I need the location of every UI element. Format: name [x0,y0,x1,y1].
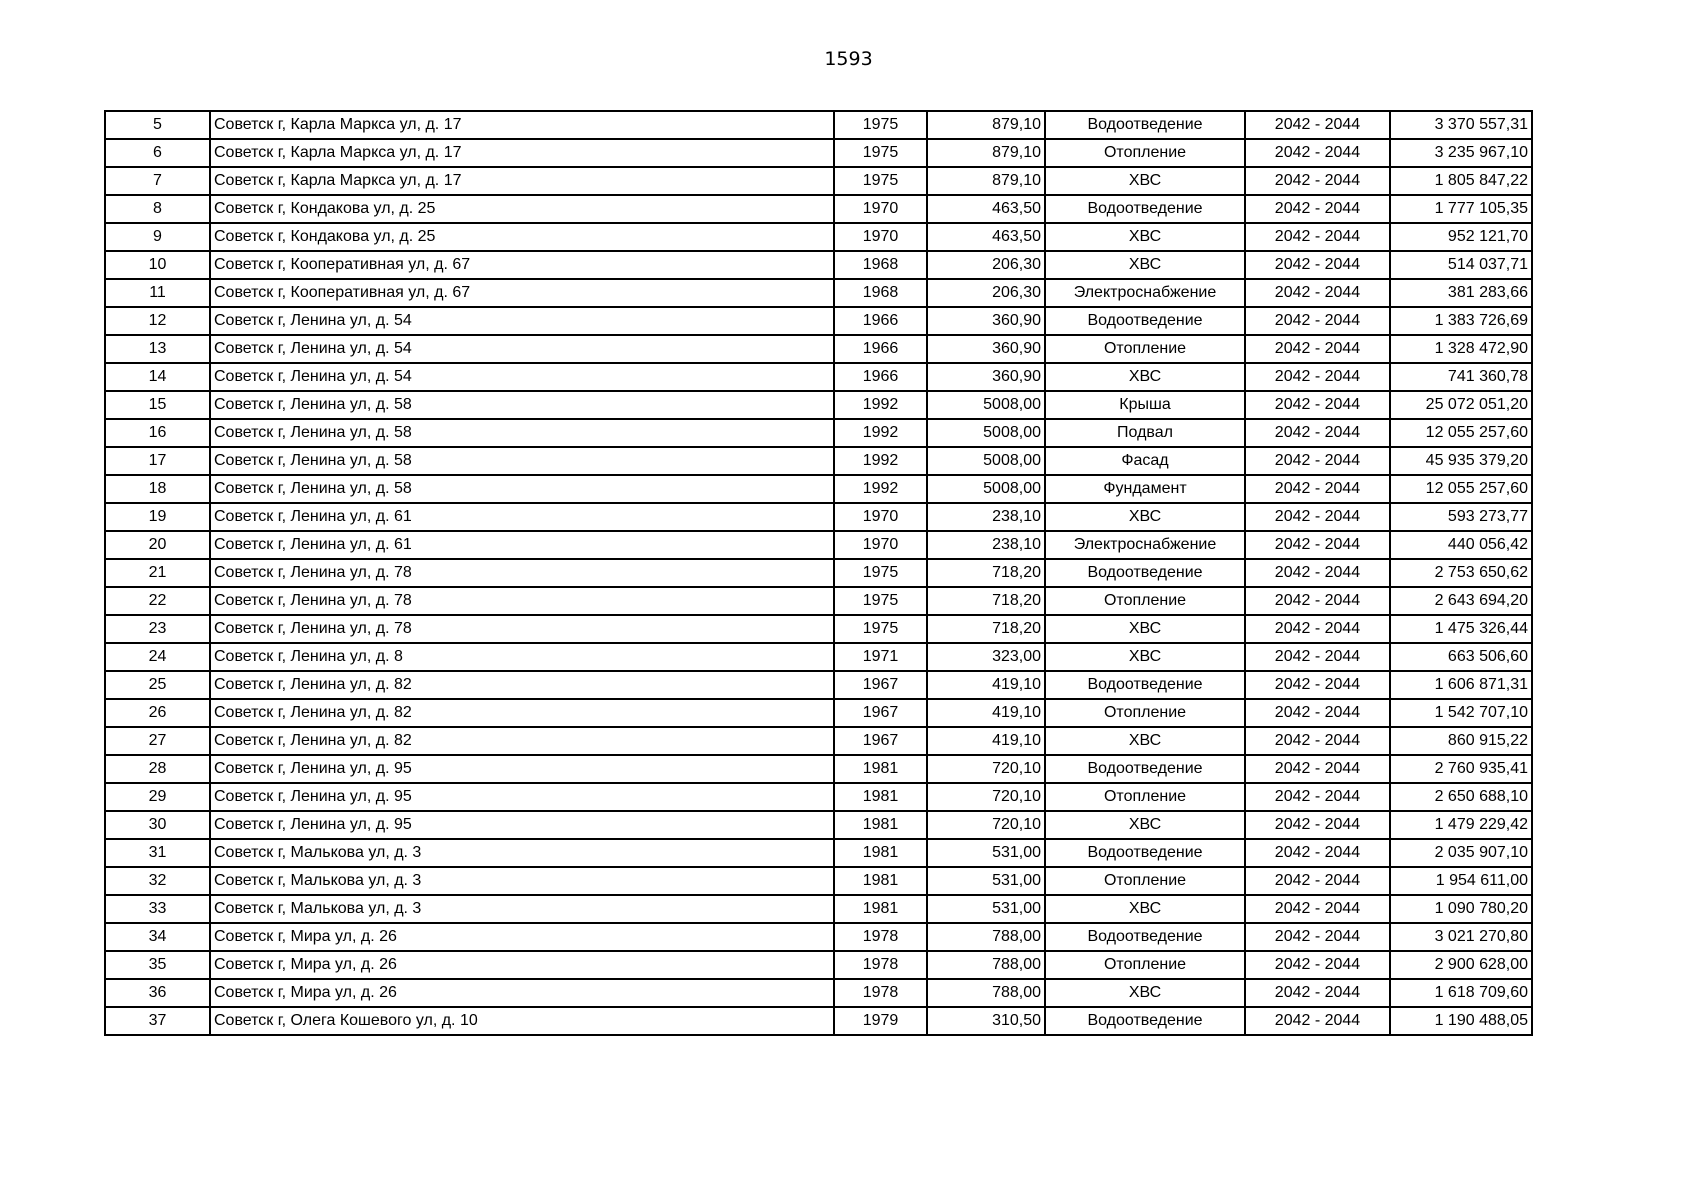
work-type-cell: ХВС [1045,167,1245,195]
area-cell: 720,10 [927,755,1045,783]
work-type-cell: Фасад [1045,447,1245,475]
address-cell: Советск г, Ленина ул, д. 78 [210,559,834,587]
table-row [105,615,1532,643]
area-cell: 238,10 [927,503,1045,531]
cost-cell: 663 506,60 [1390,643,1532,671]
address-cell: Советск г, Ленина ул, д. 61 [210,531,834,559]
cost-cell: 1 190 488,05 [1390,1007,1532,1035]
address-cell: Советск г, Мира ул, д. 26 [210,979,834,1007]
work-type-cell: Водоотведение [1045,111,1245,139]
period-cell: 2042 - 2044 [1245,559,1390,587]
year-built-cell: 1967 [834,727,927,755]
year-built-cell: 1981 [834,755,927,783]
table-row [105,167,1532,195]
cost-cell: 1 542 707,10 [1390,699,1532,727]
period-cell: 2042 - 2044 [1245,447,1390,475]
table-row [105,1007,1532,1035]
cost-cell: 12 055 257,60 [1390,419,1532,447]
address-cell: Советск г, Ленина ул, д. 58 [210,447,834,475]
cost-cell: 593 273,77 [1390,503,1532,531]
area-cell: 360,90 [927,335,1045,363]
table-row [105,195,1532,223]
year-built-cell: 1975 [834,139,927,167]
cost-cell: 1 618 709,60 [1390,979,1532,1007]
row-number-cell: 30 [105,811,210,839]
table-body [105,111,1532,1035]
year-built-cell: 1992 [834,447,927,475]
row-number-cell: 11 [105,279,210,307]
table-row [105,671,1532,699]
year-built-cell: 1975 [834,587,927,615]
address-cell: Советск г, Кооперативная ул, д. 67 [210,279,834,307]
address-cell: Советск г, Мира ул, д. 26 [210,923,834,951]
address-cell: Советск г, Ленина ул, д. 95 [210,755,834,783]
year-built-cell: 1970 [834,503,927,531]
cost-cell: 1 954 611,00 [1390,867,1532,895]
work-type-cell: Отопление [1045,587,1245,615]
period-cell: 2042 - 2044 [1245,335,1390,363]
cost-cell: 3 021 270,80 [1390,923,1532,951]
period-cell: 2042 - 2044 [1245,895,1390,923]
period-cell: 2042 - 2044 [1245,391,1390,419]
work-type-cell: Водоотведение [1045,923,1245,951]
table-row [105,363,1532,391]
address-cell: Советск г, Малькова ул, д. 3 [210,895,834,923]
cost-cell: 1 090 780,20 [1390,895,1532,923]
address-cell: Советск г, Ленина ул, д. 61 [210,503,834,531]
row-number-cell: 24 [105,643,210,671]
work-type-cell: Отопление [1045,951,1245,979]
work-type-cell: ХВС [1045,979,1245,1007]
area-cell: 419,10 [927,699,1045,727]
address-cell: Советск г, Кондакова ул, д. 25 [210,195,834,223]
address-cell: Советск г, Ленина ул, д. 8 [210,643,834,671]
table-row [105,503,1532,531]
row-number-cell: 33 [105,895,210,923]
period-cell: 2042 - 2044 [1245,839,1390,867]
work-type-cell: ХВС [1045,251,1245,279]
area-cell: 531,00 [927,895,1045,923]
table-row [105,811,1532,839]
row-number-cell: 19 [105,503,210,531]
period-cell: 2042 - 2044 [1245,643,1390,671]
area-cell: 718,20 [927,587,1045,615]
work-type-cell: Крыша [1045,391,1245,419]
table-row [105,727,1532,755]
period-cell: 2042 - 2044 [1245,279,1390,307]
table-row [105,531,1532,559]
table-row [105,559,1532,587]
period-cell: 2042 - 2044 [1245,475,1390,503]
period-cell: 2042 - 2044 [1245,923,1390,951]
area-cell: 5008,00 [927,475,1045,503]
area-cell: 419,10 [927,671,1045,699]
row-number-cell: 7 [105,167,210,195]
address-cell: Советск г, Ленина ул, д. 78 [210,587,834,615]
row-number-cell: 36 [105,979,210,1007]
row-number-cell: 15 [105,391,210,419]
period-cell: 2042 - 2044 [1245,951,1390,979]
period-cell: 2042 - 2044 [1245,531,1390,559]
work-type-cell: ХВС [1045,223,1245,251]
year-built-cell: 1981 [834,839,927,867]
row-number-cell: 9 [105,223,210,251]
cost-cell: 25 072 051,20 [1390,391,1532,419]
period-cell: 2042 - 2044 [1245,167,1390,195]
area-cell: 718,20 [927,615,1045,643]
area-cell: 531,00 [927,839,1045,867]
cost-cell: 1 805 847,22 [1390,167,1532,195]
address-cell: Советск г, Ленина ул, д. 95 [210,783,834,811]
period-cell: 2042 - 2044 [1245,671,1390,699]
work-type-cell: Электроснабжение [1045,279,1245,307]
area-cell: 310,50 [927,1007,1045,1035]
period-cell: 2042 - 2044 [1245,699,1390,727]
year-built-cell: 1966 [834,307,927,335]
year-built-cell: 1971 [834,643,927,671]
period-cell: 2042 - 2044 [1245,867,1390,895]
cost-cell: 1 383 726,69 [1390,307,1532,335]
table-row [105,839,1532,867]
row-number-cell: 6 [105,139,210,167]
address-cell: Советск г, Ленина ул, д. 82 [210,727,834,755]
work-type-cell: Водоотведение [1045,671,1245,699]
area-cell: 419,10 [927,727,1045,755]
work-type-cell: Водоотведение [1045,755,1245,783]
period-cell: 2042 - 2044 [1245,251,1390,279]
period-cell: 2042 - 2044 [1245,111,1390,139]
cost-cell: 2 753 650,62 [1390,559,1532,587]
area-cell: 5008,00 [927,391,1045,419]
table-row [105,867,1532,895]
table-row [105,699,1532,727]
table-row [105,447,1532,475]
address-cell: Советск г, Ленина ул, д. 54 [210,307,834,335]
year-built-cell: 1975 [834,615,927,643]
row-number-cell: 20 [105,531,210,559]
year-built-cell: 1992 [834,391,927,419]
table-row [105,979,1532,1007]
area-cell: 206,30 [927,279,1045,307]
cost-cell: 1 777 105,35 [1390,195,1532,223]
row-number-cell: 34 [105,923,210,951]
work-type-cell: Фундамент [1045,475,1245,503]
row-number-cell: 27 [105,727,210,755]
work-type-cell: Электроснабжение [1045,531,1245,559]
cost-cell: 2 035 907,10 [1390,839,1532,867]
period-cell: 2042 - 2044 [1245,1007,1390,1035]
year-built-cell: 1992 [834,475,927,503]
address-cell: Советск г, Малькова ул, д. 3 [210,867,834,895]
address-cell: Советск г, Ленина ул, д. 82 [210,699,834,727]
year-built-cell: 1970 [834,223,927,251]
year-built-cell: 1975 [834,167,927,195]
table-row [105,783,1532,811]
row-number-cell: 35 [105,951,210,979]
area-cell: 360,90 [927,307,1045,335]
cost-cell: 2 650 688,10 [1390,783,1532,811]
year-built-cell: 1975 [834,111,927,139]
cost-cell: 3 235 967,10 [1390,139,1532,167]
row-number-cell: 28 [105,755,210,783]
work-type-cell: ХВС [1045,811,1245,839]
row-number-cell: 21 [105,559,210,587]
table-row [105,419,1532,447]
row-number-cell: 8 [105,195,210,223]
cost-cell: 2 760 935,41 [1390,755,1532,783]
work-type-cell: ХВС [1045,727,1245,755]
area-cell: 5008,00 [927,447,1045,475]
address-cell: Советск г, Ленина ул, д. 58 [210,475,834,503]
year-built-cell: 1981 [834,895,927,923]
row-number-cell: 31 [105,839,210,867]
area-cell: 5008,00 [927,419,1045,447]
work-type-cell: Отопление [1045,867,1245,895]
work-type-cell: Водоотведение [1045,195,1245,223]
cost-cell: 2 900 628,00 [1390,951,1532,979]
address-cell: Советск г, Малькова ул, д. 3 [210,839,834,867]
table-row [105,755,1532,783]
cost-cell: 12 055 257,60 [1390,475,1532,503]
row-number-cell: 18 [105,475,210,503]
table-row [105,307,1532,335]
work-type-cell: Отопление [1045,783,1245,811]
period-cell: 2042 - 2044 [1245,783,1390,811]
row-number-cell: 37 [105,1007,210,1035]
address-cell: Советск г, Ленина ул, д. 54 [210,363,834,391]
year-built-cell: 1968 [834,279,927,307]
year-built-cell: 1992 [834,419,927,447]
address-cell: Советск г, Мира ул, д. 26 [210,951,834,979]
address-cell: Советск г, Ленина ул, д. 58 [210,419,834,447]
area-cell: 720,10 [927,783,1045,811]
year-built-cell: 1967 [834,699,927,727]
period-cell: 2042 - 2044 [1245,755,1390,783]
work-type-cell: Отопление [1045,139,1245,167]
table-row [105,475,1532,503]
area-cell: 720,10 [927,811,1045,839]
area-cell: 206,30 [927,251,1045,279]
period-cell: 2042 - 2044 [1245,363,1390,391]
year-built-cell: 1967 [834,671,927,699]
area-cell: 718,20 [927,559,1045,587]
cost-cell: 3 370 557,31 [1390,111,1532,139]
address-cell: Советск г, Ленина ул, д. 82 [210,671,834,699]
period-cell: 2042 - 2044 [1245,195,1390,223]
area-cell: 463,50 [927,223,1045,251]
year-built-cell: 1978 [834,951,927,979]
table-row [105,279,1532,307]
cost-cell: 741 360,78 [1390,363,1532,391]
year-built-cell: 1975 [834,559,927,587]
table-row [105,895,1532,923]
work-type-cell: ХВС [1045,363,1245,391]
area-cell: 323,00 [927,643,1045,671]
cost-cell: 2 643 694,20 [1390,587,1532,615]
row-number-cell: 5 [105,111,210,139]
table-row [105,643,1532,671]
page-number: 1593 [824,48,873,70]
address-cell: Советск г, Ленина ул, д. 58 [210,391,834,419]
area-cell: 788,00 [927,951,1045,979]
work-type-cell: Отопление [1045,699,1245,727]
table-row [105,391,1532,419]
row-number-cell: 25 [105,671,210,699]
address-cell: Советск г, Ленина ул, д. 54 [210,335,834,363]
table-row [105,223,1532,251]
period-cell: 2042 - 2044 [1245,979,1390,1007]
row-number-cell: 10 [105,251,210,279]
period-cell: 2042 - 2044 [1245,307,1390,335]
address-cell: Советск г, Кооперативная ул, д. 67 [210,251,834,279]
cost-cell: 381 283,66 [1390,279,1532,307]
period-cell: 2042 - 2044 [1245,139,1390,167]
period-cell: 2042 - 2044 [1245,419,1390,447]
work-type-cell: Отопление [1045,335,1245,363]
row-number-cell: 32 [105,867,210,895]
area-cell: 360,90 [927,363,1045,391]
year-built-cell: 1970 [834,531,927,559]
address-cell: Советск г, Ленина ул, д. 95 [210,811,834,839]
work-type-cell: ХВС [1045,895,1245,923]
area-cell: 238,10 [927,531,1045,559]
repair-schedule-table [104,110,1533,1036]
row-number-cell: 16 [105,419,210,447]
area-cell: 788,00 [927,979,1045,1007]
row-number-cell: 13 [105,335,210,363]
year-built-cell: 1978 [834,979,927,1007]
cost-cell: 1 328 472,90 [1390,335,1532,363]
year-built-cell: 1970 [834,195,927,223]
table-row [105,587,1532,615]
row-number-cell: 29 [105,783,210,811]
address-cell: Советск г, Ленина ул, д. 78 [210,615,834,643]
table-row [105,951,1532,979]
work-type-cell: Водоотведение [1045,1007,1245,1035]
cost-cell: 860 915,22 [1390,727,1532,755]
address-cell: Советск г, Карла Маркса ул, д. 17 [210,167,834,195]
year-built-cell: 1979 [834,1007,927,1035]
period-cell: 2042 - 2044 [1245,587,1390,615]
table-row [105,335,1532,363]
work-type-cell: Водоотведение [1045,559,1245,587]
row-number-cell: 22 [105,587,210,615]
table-row [105,923,1532,951]
row-number-cell: 23 [105,615,210,643]
work-type-cell: ХВС [1045,643,1245,671]
period-cell: 2042 - 2044 [1245,727,1390,755]
cost-cell: 1 606 871,31 [1390,671,1532,699]
year-built-cell: 1981 [834,783,927,811]
address-cell: Советск г, Карла Маркса ул, д. 17 [210,111,834,139]
work-type-cell: Водоотведение [1045,307,1245,335]
cost-cell: 45 935 379,20 [1390,447,1532,475]
row-number-cell: 14 [105,363,210,391]
work-type-cell: ХВС [1045,615,1245,643]
cost-cell: 1 475 326,44 [1390,615,1532,643]
year-built-cell: 1981 [834,867,927,895]
area-cell: 879,10 [927,167,1045,195]
row-number-cell: 17 [105,447,210,475]
address-cell: Советск г, Олега Кошевого ул, д. 10 [210,1007,834,1035]
table-row [105,111,1532,139]
cost-cell: 514 037,71 [1390,251,1532,279]
cost-cell: 440 056,42 [1390,531,1532,559]
row-number-cell: 26 [105,699,210,727]
work-type-cell: Подвал [1045,419,1245,447]
work-type-cell: Водоотведение [1045,839,1245,867]
year-built-cell: 1966 [834,363,927,391]
year-built-cell: 1968 [834,251,927,279]
year-built-cell: 1966 [834,335,927,363]
row-number-cell: 12 [105,307,210,335]
work-type-cell: ХВС [1045,503,1245,531]
period-cell: 2042 - 2044 [1245,615,1390,643]
area-cell: 879,10 [927,111,1045,139]
area-cell: 531,00 [927,867,1045,895]
area-cell: 788,00 [927,923,1045,951]
area-cell: 879,10 [927,139,1045,167]
cost-cell: 1 479 229,42 [1390,811,1532,839]
cost-cell: 952 121,70 [1390,223,1532,251]
table-row [105,251,1532,279]
year-built-cell: 1978 [834,923,927,951]
area-cell: 463,50 [927,195,1045,223]
address-cell: Советск г, Карла Маркса ул, д. 17 [210,139,834,167]
address-cell: Советск г, Кондакова ул, д. 25 [210,223,834,251]
period-cell: 2042 - 2044 [1245,811,1390,839]
period-cell: 2042 - 2044 [1245,503,1390,531]
period-cell: 2042 - 2044 [1245,223,1390,251]
year-built-cell: 1981 [834,811,927,839]
table-row [105,139,1532,167]
